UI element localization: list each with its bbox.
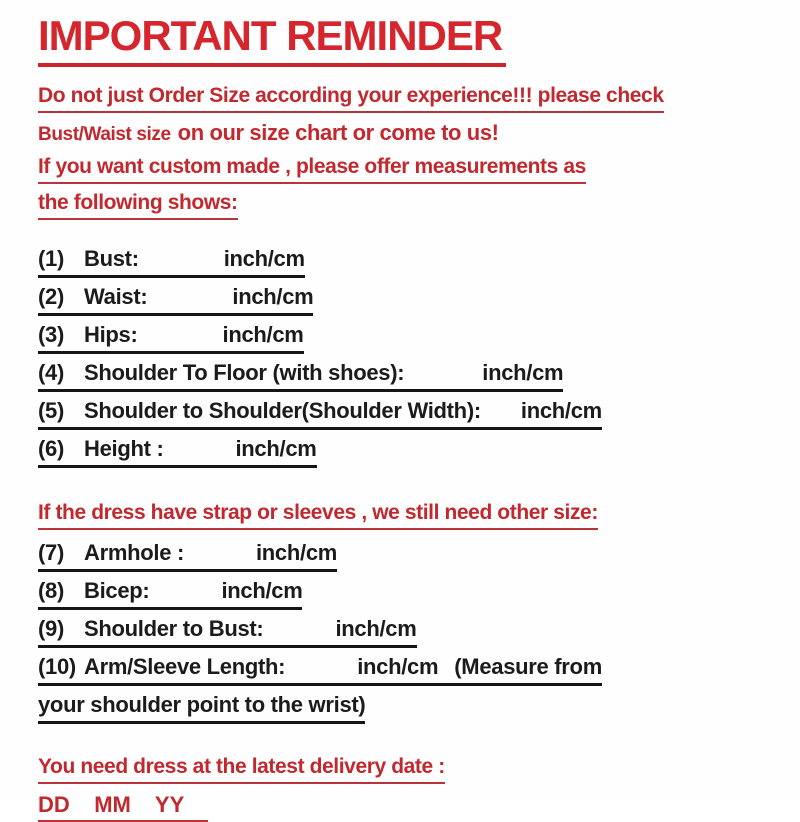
measurement-row-shoulder-to-bust <box>38 616 417 648</box>
page-title: IMPORTANT REMINDER <box>38 14 506 67</box>
row-label: Waist: <box>84 284 148 310</box>
blank-measurement-space <box>147 303 232 304</box>
measurement-row-height <box>38 436 317 468</box>
row-label: Shoulder to Bust: <box>84 616 264 642</box>
measurement-row-bicep <box>38 578 302 610</box>
row-label: Shoulder to Shoulder(Shoulder Width): <box>84 398 481 424</box>
blank-measurement-space <box>404 379 482 380</box>
blank-measurement-space <box>285 673 357 674</box>
delivery-note: You need dress at the latest delivery date : <box>38 754 445 784</box>
row-unit: inch/cm <box>357 654 439 680</box>
row-label: Height : <box>84 436 164 462</box>
row-number: (3) <box>38 322 64 348</box>
row-label: Hips: <box>84 322 138 348</box>
row-note: (Measure from <box>454 654 602 680</box>
row-number: (7) <box>38 540 64 566</box>
measurement-row-sleeve-length <box>38 654 602 686</box>
measurement-row-bust <box>38 246 305 278</box>
measurement-row-shoulder-width <box>38 398 602 430</box>
warning-line: Do not just Order Size according your experience!!! please check <box>38 83 664 113</box>
blank-measurement-space <box>139 265 224 266</box>
row-number: (4) <box>38 360 64 386</box>
row-number: (9) <box>38 616 64 642</box>
row-number: (5) <box>38 398 64 424</box>
row-unit: inch/cm <box>232 284 314 310</box>
row-label: Bicep: <box>84 578 150 604</box>
size-chart-line <box>38 119 760 149</box>
size-chart-highlight: Bust/Waist size <box>38 124 171 146</box>
blank-measurement-space <box>149 597 221 598</box>
size-chart-rest: on our size chart or come to us! <box>177 120 499 146</box>
custom-made-line2: the following shows: <box>38 190 238 220</box>
measurement-row-sleeve-length-continuation: your shoulder point to the wrist) <box>38 692 365 724</box>
row-number: (10) <box>38 654 76 680</box>
row-unit: inch/cm <box>520 398 602 424</box>
blank-measurement-space <box>184 559 256 560</box>
blank-measurement-space <box>138 341 223 342</box>
blank-measurement-space <box>263 635 335 636</box>
warning-line-wrap <box>38 83 760 119</box>
row-number: (1) <box>38 246 64 272</box>
row-label: Shoulder To Floor (with shoes): <box>84 360 405 386</box>
measurement-row-armhole <box>38 540 337 572</box>
row-unit: inch/cm <box>223 246 305 272</box>
row-unit: inch/cm <box>221 578 303 604</box>
row-label: Bust: <box>84 246 139 272</box>
measurement-row-hips <box>38 322 304 354</box>
custom-made-line1: If you want custom made , please offer measurements as <box>38 154 586 184</box>
blank-measurement-space <box>481 417 521 418</box>
row-unit: inch/cm <box>255 540 338 566</box>
row-number: (2) <box>38 284 64 310</box>
custom-made-line2-wrap <box>38 190 760 226</box>
row-unit: inch/cm <box>482 360 564 386</box>
row-unit: inch/cm <box>235 436 317 462</box>
date-fields-placeholder: DD MM YY <box>38 792 208 822</box>
sleeves-section-heading-wrap <box>38 474 760 540</box>
row-number: (8) <box>38 578 64 604</box>
row-number: (6) <box>38 436 64 462</box>
measurement-row-waist <box>38 284 313 316</box>
sleeves-section-heading: If the dress have strap or sleeves , we still need other size: <box>38 500 598 530</box>
row-unit: inch/cm <box>222 322 304 348</box>
measurement-row-shoulder-to-floor <box>38 360 563 392</box>
delivery-note-wrap <box>38 730 760 792</box>
row-label: Arm/Sleeve Length: <box>84 654 286 680</box>
custom-made-line1-wrap <box>38 154 760 190</box>
row-unit: inch/cm <box>335 616 417 642</box>
blank-measurement-space <box>163 455 235 456</box>
row-label: Armhole : <box>84 540 184 566</box>
date-fields-wrap <box>38 792 760 822</box>
